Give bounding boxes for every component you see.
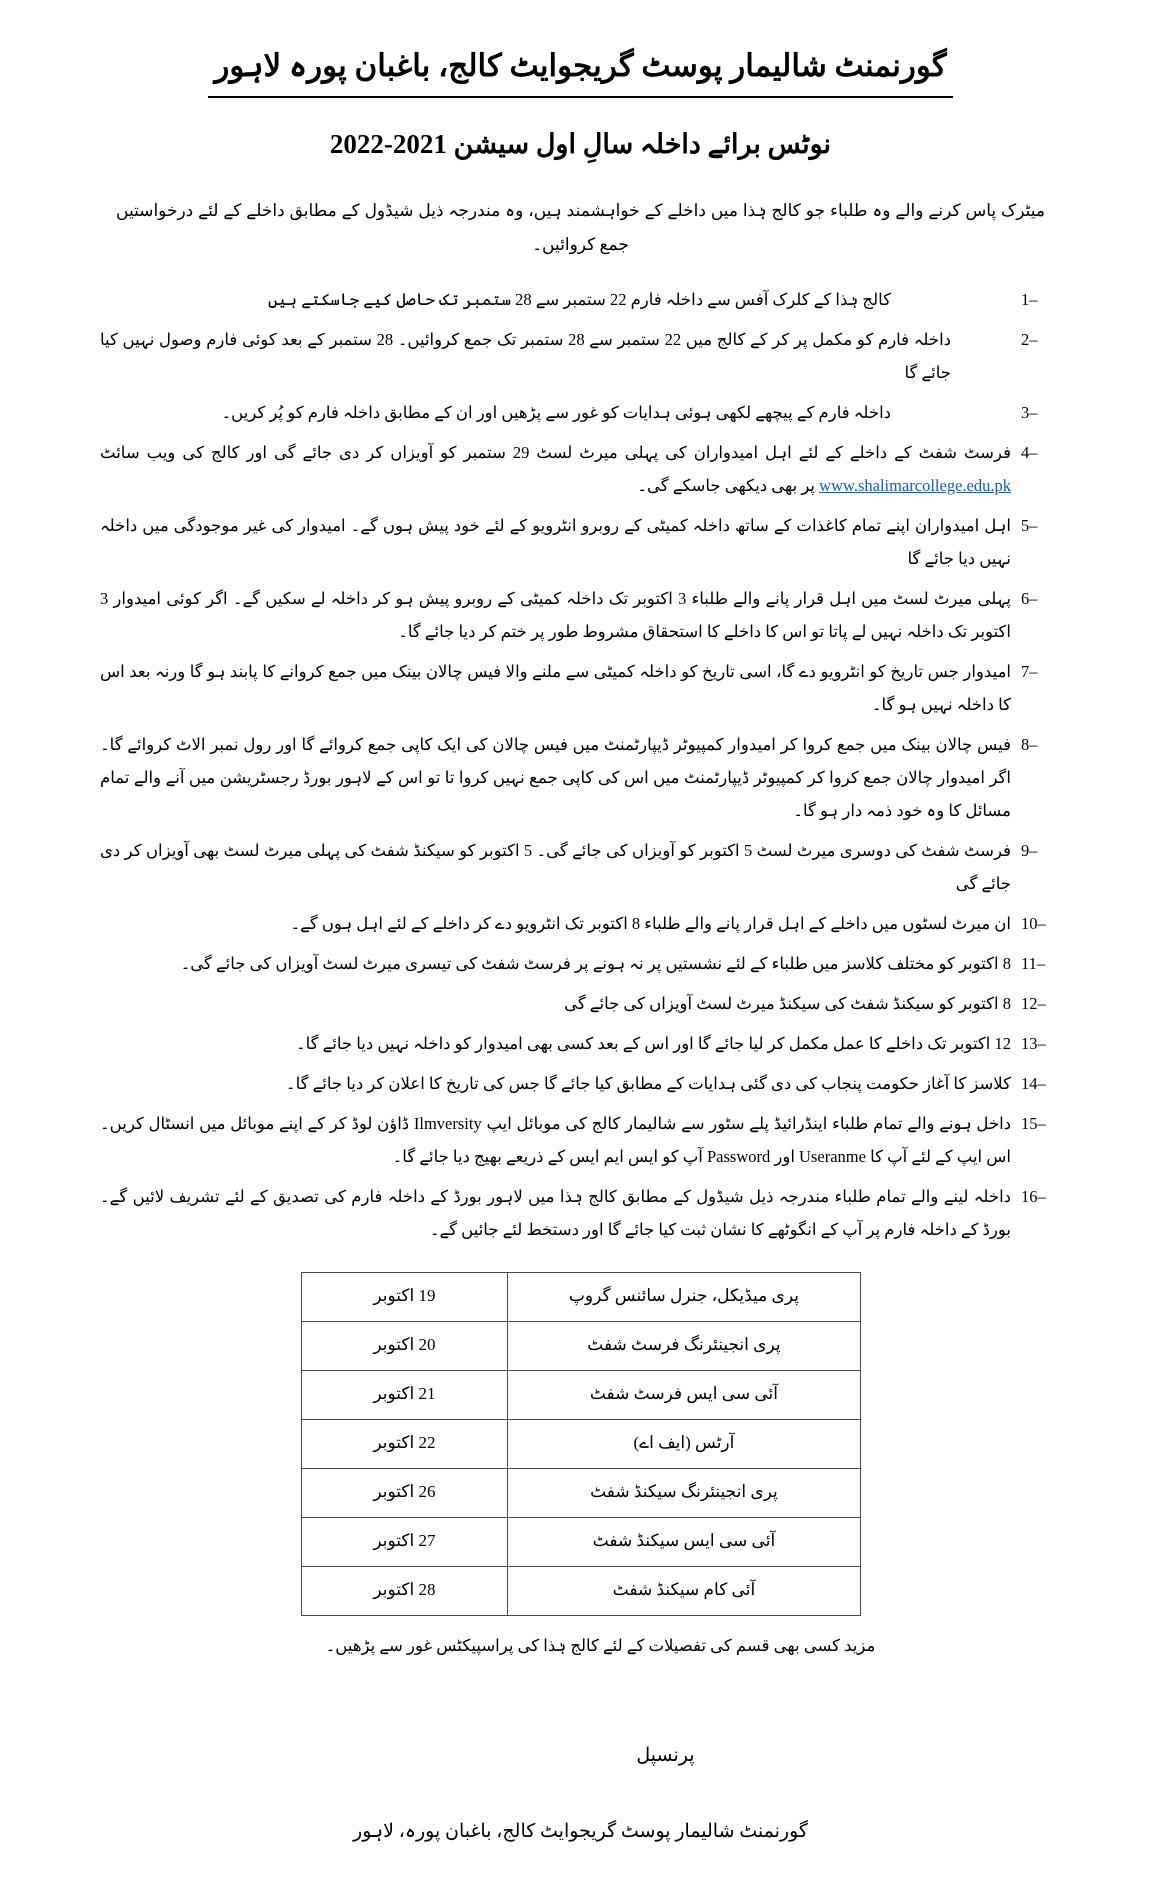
list-item-number: 1– xyxy=(1021,289,1038,309)
signature-role: پرنسپل xyxy=(636,1744,695,1766)
list-item-text: 12 اکتوبر تک داخلے کا عمل مکمل کر لیا جائے گا اور اس کے بعد کسی بھی امیدوار کو داخلہ نہیں دیا جائے گا۔ xyxy=(295,1033,1011,1053)
list-item-text: فرسٹ شفٹ کی دوسری میرٹ لسٹ 5 اکتوبر کو آویزاں کی جائے گی۔ 5 اکتوبر کو سیکنڈ شفٹ کی پہلی میرٹ لسٹ بھی آویزاں کر دی جائے گی xyxy=(100,840,1011,893)
list-item-number: 11– xyxy=(1021,953,1046,973)
intro-paragraph: میٹرک پاس کرنے والے وہ طلباء جو کالج ہٰذا میں داخلے کے خواہشمند ہیں، وہ مندرجہ ذیل شیڈول کے مطابق داخلے کے لئے درخواستیں جمع کروائیں۔ xyxy=(116,201,1045,254)
group-date: 19 اکتوبر xyxy=(301,1272,508,1321)
list-item-number: 7– xyxy=(1021,661,1038,681)
notice-list xyxy=(100,283,1061,1246)
list-item-text-mid2: اور xyxy=(774,1146,795,1166)
list-item-text xyxy=(100,1107,1011,1173)
table-row xyxy=(301,1517,860,1566)
list-item xyxy=(100,728,1061,827)
group-name: آئی کام سیکنڈ شفٹ xyxy=(508,1566,860,1615)
list-item-text: داخلہ لینے والے تمام طلباء مندرجہ ذیل شیڈول کے مطابق کالج ہٰذا میں لاہور بورڈ کے داخلہ فارم کی تصدیق کے لئے تشریف لائیں گے۔ بورڈ کے داخلہ فارم پر آپ کے انگوٹھے کا نشان ثبت کیا جائے گا اور دستخط لئے جائیں گے۔ xyxy=(100,1186,1011,1239)
list-item-number: 8– xyxy=(1021,734,1038,754)
list-item xyxy=(100,987,1061,1020)
group-date: 21 اکتوبر xyxy=(301,1370,508,1419)
app-name: Ilmversity xyxy=(413,1113,482,1133)
list-item-text: اہل امیدواران اپنے تمام کاغذات کے ساتھ داخلہ کمیٹی کے روبرو انٹرویو کے لئے خود پیش ہوں گے۔ امیدوار کی غیر موجودگی میں داخلہ نہیں دیا جائے گا xyxy=(100,515,1011,568)
list-item xyxy=(100,436,1061,502)
list-item-number: 6– xyxy=(1021,588,1038,608)
group-name: آئی سی ایس سیکنڈ شفٹ xyxy=(508,1517,860,1566)
list-item-text: 8 اکتوبر کو مختلف کلاسز میں طلباء کے لئے نشستیں پر نہ ہونے پر فرسٹ شفٹ کی تیسری میرٹ لسٹ آویزاں کی جائے گی۔ xyxy=(180,953,1011,973)
document-header xyxy=(100,44,1061,164)
table-row xyxy=(301,1321,860,1370)
list-item-number: 9– xyxy=(1021,840,1038,860)
college-name: گورنمنٹ شالیمار پوسٹ گریجوایٹ کالج، باغبان پورہ لاہور xyxy=(208,44,952,98)
list-item-number: 10– xyxy=(1021,913,1046,933)
table-row xyxy=(301,1468,860,1517)
list-item-text: امیدوار جس تاریخ کو انٹرویو دے گا، اسی تاریخ کو داخلہ کمیٹی سے ملنے والا فیس چالان بینک میں جمع کروانے کا پابند ہو گا ورنہ بعد اس کا داخلہ نہیں ہو گا۔ xyxy=(100,661,1011,714)
list-item-number: 13– xyxy=(1021,1033,1046,1053)
group-date: 28 اکتوبر xyxy=(301,1566,508,1615)
list-item-text: کالج ہٰذا کے کلرک آفس سے داخلہ فارم 22 ستمبر سے 28 ستمبر تک حاصل کیے جاسکتے ہیں xyxy=(268,289,891,309)
list-item xyxy=(100,947,1061,980)
group-name: آئی سی ایس فرسٹ شفٹ xyxy=(508,1370,860,1419)
list-item xyxy=(100,834,1061,900)
list-item xyxy=(100,907,1061,940)
table-row xyxy=(301,1370,860,1419)
list-item xyxy=(100,655,1061,721)
list-item-number: 14– xyxy=(1021,1073,1046,1093)
list-item xyxy=(100,582,1061,648)
list-item-number: 3– xyxy=(1021,402,1038,422)
username-label: Useranme xyxy=(799,1146,866,1166)
signature-block xyxy=(100,1740,1061,1849)
list-item xyxy=(100,396,1061,429)
list-item-text-before: داخل ہونے والے تمام طلباء اینڈرائیڈ پلے سٹور سے شالیمار کالج کی موبائل ایپ xyxy=(486,1113,1012,1133)
table-row xyxy=(301,1566,860,1615)
after-table-note: مزید کسی بھی قسم کی تفصیلات کے لئے کالج ہٰذا کی پراسپیکٹس غور سے پڑھیں۔ xyxy=(325,1635,876,1655)
list-item-text: 8 اکتوبر کو سیکنڈ شفٹ کی سیکنڈ میرٹ لسٹ آویزاں کی جائے گی xyxy=(564,993,1011,1013)
group-name: پری میڈیکل، جنرل سائنس گروپ xyxy=(508,1272,860,1321)
list-item-text-before: فرسٹ شفٹ کے داخلے کے لئے اہل امیدواران کی پہلی میرٹ لسٹ 29 ستمبر کو آویزاں کر دی جائے گی اور کالج کی ویب سائٹ xyxy=(100,442,1011,462)
group-date: 26 اکتوبر xyxy=(301,1468,508,1517)
college-website-link[interactable]: www.shalimarcollege.edu.pk xyxy=(819,475,1011,495)
list-item xyxy=(100,1027,1061,1060)
list-item xyxy=(100,1107,1061,1173)
list-item-text: کلاسز کا آغاز حکومت پنجاب کی دی گئی ہدایات کے مطابق کیا جائے گا جس کی تاریخ کا اعلان کر دیا جائے گا۔ xyxy=(285,1073,1011,1093)
list-item-number: 4– xyxy=(1021,442,1038,462)
group-name: آرٹس (ایف اے) xyxy=(508,1419,860,1468)
list-item-number: 12– xyxy=(1021,993,1046,1013)
list-item-text-after: آپ کو ایس ایم ایس کے ذریعے بھیج دیا جائے گا۔ xyxy=(392,1146,703,1166)
list-item-text: فیس چالان بینک میں جمع کروا کر امیدوار کمپیوٹر ڈیپارٹمنٹ میں فیس چالان کی ایک کاپی جمع کروائے گا اور رول نمبر الاٹ کروائے گا۔ اگر امیدوار چالان جمع کروا کر کمپیوٹر ڈیپارٹمنٹ میں اس کی کاپی جمع نہیں کروا تا تو اس کے لاہور بورڈ رجسٹریشن میں آنے والے تمام مسائل کا وہ خود ذمہ دار ہو گا۔ xyxy=(100,734,1011,820)
table-row xyxy=(301,1272,860,1321)
signature-college: گورنمنٹ شالیمار پوسٹ گریجوایٹ کالج، باغبان پورہ، لاہور xyxy=(353,1821,808,1843)
list-item xyxy=(100,323,1061,389)
list-item-number: 15– xyxy=(1021,1113,1046,1133)
group-date: 20 اکتوبر xyxy=(301,1321,508,1370)
list-item xyxy=(100,1067,1061,1100)
list-item xyxy=(100,1180,1061,1246)
list-item-text: داخلہ فارم کے پیچھے لکھی ہوئی ہدایات کو غور سے پڑھیں اور ان کے مطابق داخلہ فارم کو پُر کریں۔ xyxy=(221,402,891,422)
group-date: 22 اکتوبر xyxy=(301,1419,508,1468)
list-item-text: پہلی میرٹ لسٹ میں اہل قرار پانے والے طلباء 3 اکتوبر تک داخلہ کمیٹی کے روبرو پیش ہو کر داخلہ لے سکیں گے۔ اگر کوئی امیدوار 3 اکتوبر تک داخلہ نہیں لے پاتا تو اس کا داخلے کا استحقاق مشروط طور پر ختم کر دیا جائے گا۔ xyxy=(100,588,1011,641)
list-item-text: داخلہ فارم کو مکمل پر کر کے کالج میں 22 ستمبر سے 28 ستمبر تک جمع کروائیں۔ 28 ستمبر کے بعد کوئی فارم وصول نہیں کیا جائے گا xyxy=(100,329,952,382)
list-item-text: ان میرٹ لسٹوں میں داخلے کے اہل قرار پانے والے طلباء 8 اکتوبر تک انٹرویو دے کر داخلے کے لئے اہل ہوں گے۔ xyxy=(290,913,1011,933)
group-name: پری انجینئرنگ فرسٹ شفٹ xyxy=(508,1321,860,1370)
list-item xyxy=(100,283,1061,316)
list-item-number: 2– xyxy=(1021,329,1038,349)
password-label: Password xyxy=(707,1146,771,1166)
group-name: پری انجینئرنگ سیکنڈ شفٹ xyxy=(508,1468,860,1517)
notice-title: نوٹس برائے داخلہ سالِ اول سیشن 2021-2022 xyxy=(329,128,832,159)
list-item-number: 16– xyxy=(1021,1186,1046,1206)
schedule-table xyxy=(301,1272,861,1616)
schedule-table-wrapper xyxy=(100,1272,1061,1616)
group-date: 27 اکتوبر xyxy=(301,1517,508,1566)
list-item-number: 5– xyxy=(1021,515,1038,535)
list-item-text-mid: ڈاؤن لوڈ کر کے اپنے موبائل میں انسٹال کریں۔ اس ایپ کے لئے آپ کا xyxy=(100,1113,1011,1166)
table-row xyxy=(301,1419,860,1468)
list-item-text xyxy=(100,436,1011,502)
list-item-text-after: پر بھی دیکھی جاسکے گی۔ xyxy=(637,475,816,495)
list-item xyxy=(100,509,1061,575)
